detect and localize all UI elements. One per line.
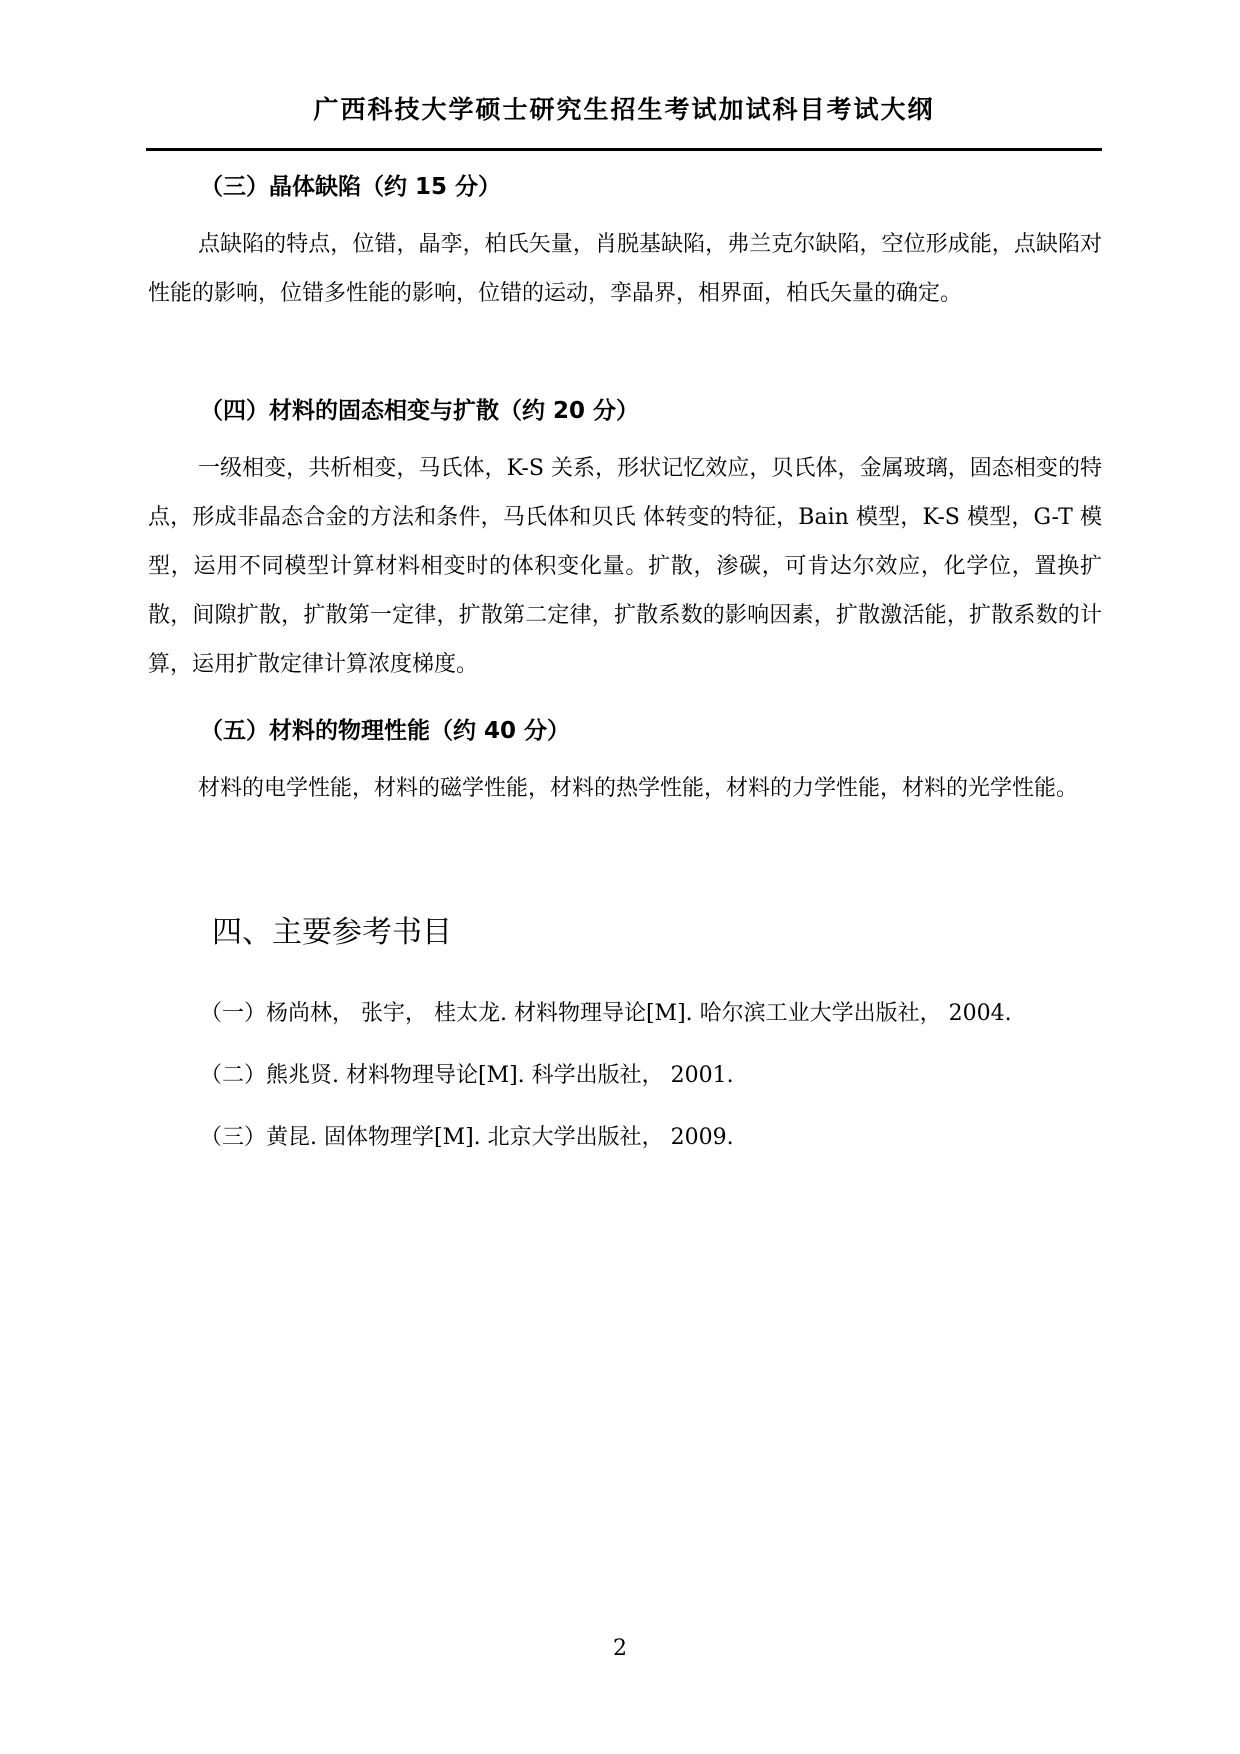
section-heading-phase-transformation: （四）材料的固态相变与扩散（约 20 分） [200, 398, 640, 424]
reference-item: （三）黄昆. 固体物理学[M]. 北京大学出版社， 2009. [200, 1125, 734, 1150]
section-body-physical-properties: 材料的电学性能，材料的磁学性能，材料的热学性能，材料的力学性能，材料的光学性能。 [198, 776, 1079, 801]
section-heading-crystal-defects: （三）晶体缺陷（约 15 分） [200, 174, 502, 200]
header-divider [146, 148, 1102, 151]
reference-item: （二）熊兆贤. 材料物理导论[M]. 科学出版社， 2001. [200, 1063, 734, 1088]
section-heading-physical-properties: （五）材料的物理性能（约 40 分） [200, 718, 571, 744]
page-number: 2 [613, 1636, 627, 1661]
reference-item: （一）杨尚林， 张宇， 桂太龙. 材料物理导论[M]. 哈尔滨工业大学出版社， 2004. [200, 1001, 1012, 1026]
section-body-phase-transformation: 一级相变，共析相变，马氏体，K-S 关系，形状记忆效应，贝氏体，金属玻璃，固态相变的特点，形成非晶态合金的方法和条件，马氏体和贝氏 体转变的特征，Bain 模型，K-S 模型，G-T 模型，运用不同模型计算材料相变时的体积变化量。扩散，渗碳，可肯达尔效应，化学位，置换扩散，间隙扩散，扩散第一定律，扩散第二定律，扩散系数的影响因素，扩散激活能，扩散系数的计算，运用扩散定律计算浓度梯度。 [148, 456, 1102, 677]
section-body-crystal-defects: 点缺陷的特点，位错，晶孪，柏氏矢量，肖脱基缺陷，弗兰克尔缺陷，空位形成能，点缺陷对性能的影响，位错多性能的影响，位错的运动，孪晶界，相界面，柏氏矢量的确定。 [148, 232, 1102, 306]
references-heading: 四、主要参考书目 [212, 915, 452, 950]
document-header: 广西科技大学硕士研究生招生考试加试科目考试大纲 [313, 95, 935, 124]
